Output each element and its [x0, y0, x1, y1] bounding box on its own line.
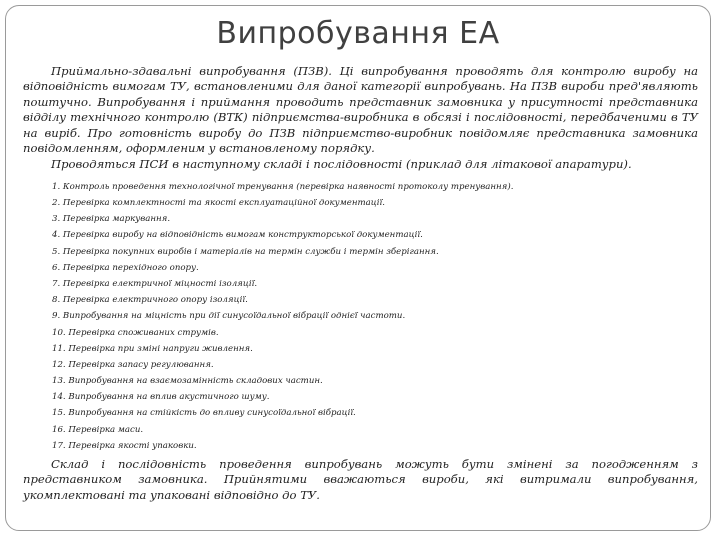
list-lead-paragraph: Проводяться ПСИ в наступному складі і послідовності (приклад для літакової апаратури). [51, 157, 632, 172]
list-item: 2. Перевірка комплектності та якості експлуатаційної документації. [52, 198, 385, 209]
list-item: 16. Перевірка маси. [52, 424, 144, 435]
intro-paragraph: Приймально-здавальні випробування (ПЗВ). Ці випробування проводять для контролю виробу на відповідність вимогам ТУ, встановленими для даної категорії випробувань. На ПЗВ вироби пред'являють поштучно. Випробування і приймання проводить представник замовника у присутності представника відділу технічного контролю (ВТК) підприємства-виробника в обсязі і послідовності, передбаченими в ТУ на виріб. Про готовність виробу до ПЗВ підприємство-виробник повідомляє представника замовника повідомленням, оформленим у встановленому порядку. [23, 64, 698, 156]
list-item: 10. Перевірка споживаних струмів. [52, 327, 219, 338]
list-item: 4. Перевірка виробу на відповідність вимогам конструкторської документації. [52, 230, 423, 241]
slide-title: Випробування ЕА [216, 16, 500, 51]
list-item: 12. Перевірка запасу регулювання. [52, 359, 214, 370]
list-item: 5. Перевірка покупних виробів і матеріалів на термін служби і термін зберігання. [52, 246, 439, 257]
list-item: 7. Перевірка електричної міцності ізоляції. [52, 278, 258, 289]
list-item: 8. Перевірка електричного опору ізоляції. [52, 295, 248, 306]
list-item: 3. Перевірка маркування. [52, 214, 171, 225]
slide-body [23, 64, 698, 503]
list-item: 9. Випробування на міцність при дії синусоїдальної вібрації однієї частоти. [52, 311, 406, 322]
list-item: 15. Випробування на стійкість до впливу синусоїдальної вібрації. [52, 408, 356, 419]
list-item: 13. Випробування на взаємозамінність складових частин. [52, 376, 323, 387]
list-item: 11. Перевірка при зміні напруги живлення. [52, 343, 253, 354]
list-item: 1. Контроль проведення технологічної тренування (перевірка наявності протоколу тренування). [52, 181, 514, 192]
closing-paragraph: Склад і послідовність проведення випробувань можуть бути змінені за погодженням з представником замовника. Прийнятими вважаються вироби, які витримали випробування, укомплектовані та упаковані відповідно до ТУ. [23, 457, 698, 502]
list-item: 14. Випробування на вплив акустичного шуму. [52, 392, 270, 403]
test-list [23, 179, 698, 454]
slide [5, 5, 711, 531]
list-item: 17. Перевірка якості упаковки. [52, 440, 197, 451]
list-item: 6. Перевірка перехідного опору. [52, 262, 199, 273]
